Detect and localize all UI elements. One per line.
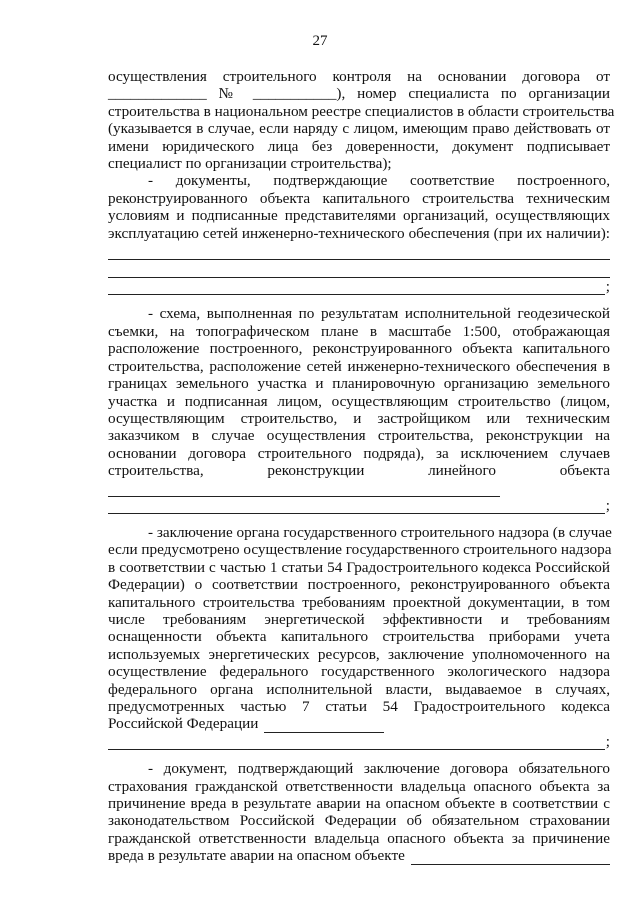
text-line: осуществляющим строительство, и застройщиком или техническим bbox=[108, 409, 610, 427]
text-line: расположение построенного, реконструированного объекта капитального bbox=[108, 340, 610, 358]
terminator: ; bbox=[605, 732, 610, 750]
terminator: ; bbox=[605, 278, 610, 296]
paragraph-insurance-document bbox=[108, 760, 610, 864]
text-line: - схема, выполненная по результатам исполнительной геодезической bbox=[148, 305, 610, 323]
text-line: если предусмотрено осуществление государственного строительного надзора bbox=[108, 541, 612, 559]
text-line: границах земельного участка и планировочную организацию земельного bbox=[108, 375, 610, 393]
text-line: в соответствии с частью 1 статьи 54 Градостроительного кодекса Российской bbox=[108, 558, 610, 576]
text-line: осуществления строительного контроля на основании договора от bbox=[108, 68, 610, 85]
text-line: участка и подписанная лицом, осуществляющим строительство (лицом, bbox=[108, 392, 610, 410]
text-line: капитального строительства требованиям проектной документации, в том bbox=[108, 593, 610, 611]
text-line: - документы, подтверждающие соответствие построенного, bbox=[148, 172, 610, 190]
text-line: эксплуатацию сетей инженерно-технического обеспечения (при их наличии): bbox=[108, 224, 610, 242]
text-line: строительства, реконструкции линейного объекта bbox=[108, 462, 610, 480]
blank-line-end bbox=[108, 733, 610, 750]
text-line: Российской Федерации bbox=[108, 715, 259, 733]
blank-line bbox=[264, 718, 384, 733]
text-line: законодательством Российской Федерации об обязательном страховании bbox=[108, 812, 610, 830]
blank-line bbox=[108, 243, 610, 260]
text-line: оснащенности объекта капитального строительства приборами учета bbox=[108, 628, 610, 646]
blank-line-end bbox=[108, 278, 610, 295]
text-line: числе требованиям энергетической эффективности и требованиям bbox=[108, 610, 610, 628]
text-line: причинение вреда в результате аварии на опасном объекте в соответствии с bbox=[108, 795, 610, 813]
blank-line bbox=[108, 480, 500, 497]
text-line: _____________ № ___________), номер специалиста по организации bbox=[108, 85, 610, 103]
text-line: строительства, расположение сетей инженерно-технического обеспечения в bbox=[108, 357, 610, 375]
text-line: федерального органа исполнительной власти, выдаваемое в случаях, bbox=[108, 680, 610, 698]
text-line: имени юридического лица без доверенности, документ подписывает bbox=[108, 137, 610, 155]
page-number: 27 bbox=[312, 33, 328, 49]
document-body bbox=[108, 68, 615, 865]
text-line-with-blank bbox=[108, 715, 610, 732]
blank-line bbox=[108, 261, 610, 278]
text-line: Федерации) о соответствии построенного, реконструированного объекта bbox=[108, 576, 610, 594]
paragraph-contractor-details bbox=[108, 68, 615, 173]
text-line: используемых энергетических ресурсов, заключение уполномоченного на bbox=[108, 645, 610, 663]
text-line: основании договора строительного подряда), за исключением случаев bbox=[108, 444, 610, 462]
text-line: - документ, подтверждающий заключение договора обязательного bbox=[148, 760, 610, 778]
paragraph-supervision-conclusion bbox=[108, 524, 610, 750]
text-line: заказчиком в случае осуществления строительства, реконструкции на bbox=[108, 427, 610, 445]
text-line: страхования гражданской ответственности владельца опасного объекта за bbox=[108, 777, 610, 795]
text-line: вреда в результате аварии на опасном объекте bbox=[108, 847, 405, 865]
text-line: специалист по организации строительства); bbox=[108, 155, 392, 173]
text-line: условиям и подписанные представителями организаций, осуществляющих bbox=[108, 207, 610, 225]
text-line: реконструированного объекта капитального строительства техническим bbox=[108, 189, 610, 207]
paragraph-technical-conditions bbox=[108, 172, 610, 295]
text-line: гражданской ответственности владельца опасного объекта за причинение bbox=[108, 829, 610, 847]
blank-line bbox=[108, 499, 605, 514]
blank-line-end bbox=[108, 497, 610, 514]
text-line: съемки, на топографическом плане в масштабе 1:500, отображающая bbox=[108, 322, 610, 340]
blank-line bbox=[108, 280, 605, 295]
blank-line bbox=[108, 735, 605, 750]
text-line: (указывается в случае, если наряду с лицом, имеющим право действовать от bbox=[108, 120, 610, 138]
text-line: строительства в национальном реестре специалистов в области строительства bbox=[108, 102, 615, 120]
text-line: осуществление федерального государственного экологического надзора bbox=[108, 663, 610, 681]
text-line: предусмотренных частью 7 статьи 54 Градостроительного кодекса bbox=[108, 698, 610, 715]
blank-line bbox=[411, 850, 610, 865]
text-line-with-blank bbox=[108, 847, 610, 864]
text-line: - заключение органа государственного строительного надзора (в случае bbox=[148, 523, 612, 541]
terminator: ; bbox=[605, 496, 610, 514]
paragraph-geodetic-scheme bbox=[108, 305, 610, 513]
